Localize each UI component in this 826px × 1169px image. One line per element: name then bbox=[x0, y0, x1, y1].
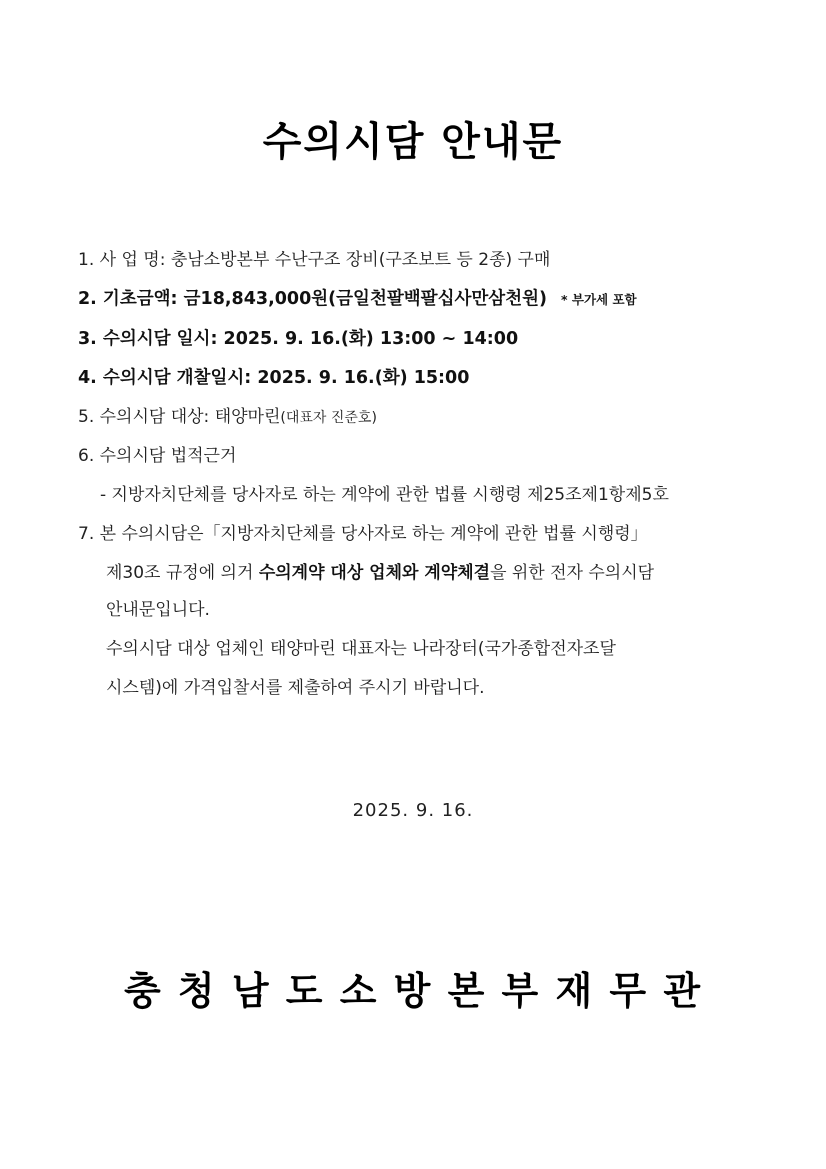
vat-note: * 부가세 포함 bbox=[561, 292, 637, 307]
item-notice-line-4: 수의시담 대상 업체인 태양마린 대표자는 나라장터(국가종합전자조달 bbox=[106, 639, 616, 659]
item-project-name: 1. 사 업 명: 충남소방본부 수난구조 장비(구조보트 등 2종) 구매 bbox=[78, 250, 551, 270]
issuer-signature: 충 청 남 도 소 방 본 부 재 무 관 bbox=[123, 969, 703, 1013]
item-opening-datetime: 4. 수의시담 개찰일시: 2025. 9. 16.(화) 15:00 bbox=[78, 368, 470, 388]
item-base-amount bbox=[78, 287, 637, 312]
item-negotiation-target bbox=[78, 405, 377, 430]
item-legal-basis: 6. 수의시담 법적근거 bbox=[78, 446, 237, 466]
notice-line-2-emphasis: 수의계약 대상 업체와 계약체결 bbox=[258, 563, 491, 583]
target-representative: (대표자 진준호) bbox=[280, 410, 377, 426]
notice-line-2-pre: 제30조 규정에 의거 bbox=[106, 563, 259, 583]
item-notice-line-2 bbox=[106, 561, 654, 585]
document-date: 2025. 9. 16. bbox=[352, 800, 474, 821]
legal-basis-detail: - 지방자치단체를 당사자로 하는 계약에 관한 법률 시행령 제25조제1항제5호 bbox=[100, 485, 669, 505]
base-amount-text: 2. 기초금액: 금18,843,000원(금일천팔백팔십사만삼천원) bbox=[78, 289, 548, 309]
document-title: 수의시담 안내문 bbox=[262, 119, 564, 165]
notice-line-2-post: 을 위한 전자 수의시담 bbox=[490, 563, 655, 583]
item-notice-line-1: 7. 본 수의시담은「지방자치단체를 당사자로 하는 계약에 관한 법률 시행령」 bbox=[78, 524, 648, 544]
item-notice-line-3: 안내문입니다. bbox=[106, 600, 210, 620]
item-negotiation-datetime: 3. 수의시담 일시: 2025. 9. 16.(화) 13:00 ~ 14:00 bbox=[78, 329, 519, 349]
item-notice-line-5: 시스템)에 가격입찰서를 제출하여 주시기 바랍니다. bbox=[106, 678, 485, 698]
target-company: 5. 수의시담 대상: 태양마린 bbox=[78, 407, 281, 427]
